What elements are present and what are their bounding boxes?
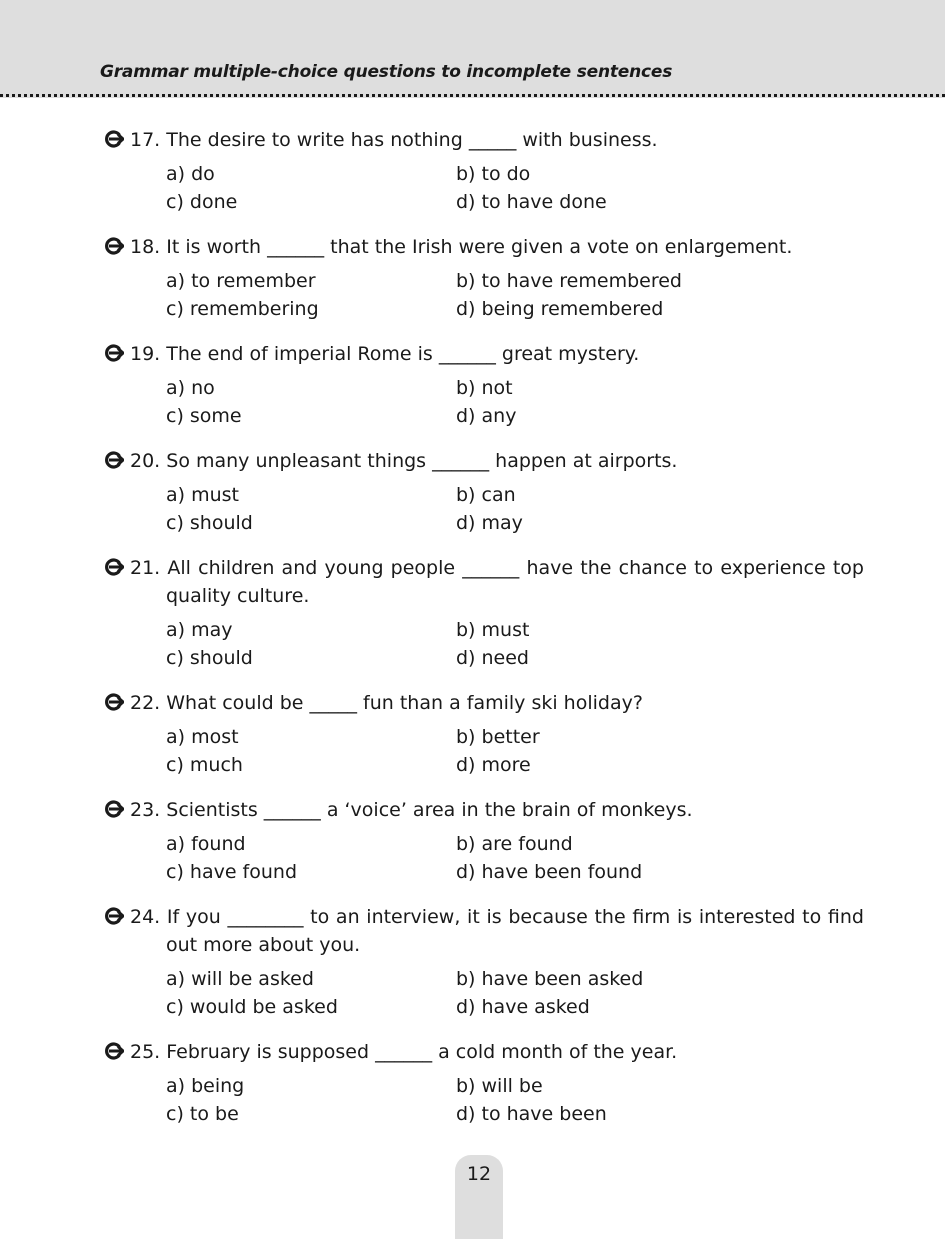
option-b: b) can xyxy=(456,484,516,506)
question-text: The end of imperial Rome is ______ great mystery. xyxy=(166,343,640,365)
option-c: c) much xyxy=(166,754,243,776)
option-c: c) some xyxy=(166,405,242,427)
option-b: b) will be xyxy=(456,1075,543,1097)
option-b: b) are found xyxy=(456,833,573,855)
page-number: 12 xyxy=(466,1163,492,1185)
question-stem xyxy=(104,233,864,261)
options-grid xyxy=(166,160,864,216)
options-grid xyxy=(166,374,864,430)
option-c: c) have found xyxy=(166,861,298,883)
question-stem xyxy=(104,903,864,959)
option-a: a) found xyxy=(166,833,246,855)
question-stem xyxy=(104,796,864,824)
option-a: a) being xyxy=(166,1075,245,1097)
question-text: Scientists ______ a ‘voice’ area in the brain of monkeys. xyxy=(166,799,693,821)
option-c: c) should xyxy=(166,647,253,669)
option-c: c) done xyxy=(166,191,238,213)
question-number: 24. xyxy=(130,906,161,928)
question-21 xyxy=(104,554,864,672)
option-b: b) better xyxy=(456,726,540,748)
options-grid xyxy=(166,1072,864,1128)
options-grid xyxy=(166,616,864,672)
option-d: d) to have done xyxy=(456,191,607,213)
question-stem xyxy=(104,689,864,717)
question-24 xyxy=(104,903,864,1021)
option-a: a) most xyxy=(166,726,239,748)
option-a: a) will be asked xyxy=(166,968,314,990)
option-c: c) would be asked xyxy=(166,996,338,1018)
arrow-bullet-icon xyxy=(104,906,124,926)
question-stem xyxy=(104,126,864,154)
arrow-bullet-icon xyxy=(104,236,124,256)
question-25 xyxy=(104,1038,864,1128)
option-d: d) may xyxy=(456,512,523,534)
options-grid xyxy=(166,481,864,537)
question-number: 21. xyxy=(130,557,161,579)
question-17 xyxy=(104,126,864,216)
option-d: d) any xyxy=(456,405,517,427)
option-d: d) to have been xyxy=(456,1103,607,1125)
option-c: c) remembering xyxy=(166,298,319,320)
question-number: 25. xyxy=(130,1041,161,1063)
question-stem xyxy=(104,554,864,610)
arrow-bullet-icon xyxy=(104,692,124,712)
question-text: So many unpleasant things ______ happen at airports. xyxy=(166,450,678,472)
question-stem xyxy=(104,340,864,368)
option-d: d) have been found xyxy=(456,861,643,883)
question-text: If you ________ to an interview, it is because the firm is interested to find out more about you. xyxy=(166,906,864,956)
question-number: 19. xyxy=(130,343,161,365)
arrow-bullet-icon xyxy=(104,799,124,819)
arrow-bullet-icon xyxy=(104,557,124,577)
options-grid xyxy=(166,267,864,323)
option-b: b) not xyxy=(456,377,513,399)
option-d: d) need xyxy=(456,647,529,669)
header-band xyxy=(0,0,945,98)
option-b: b) have been asked xyxy=(456,968,644,990)
question-stem xyxy=(104,1038,864,1066)
option-d: d) more xyxy=(456,754,531,776)
option-a: a) do xyxy=(166,163,215,185)
question-number: 18. xyxy=(130,236,161,258)
option-c: c) should xyxy=(166,512,253,534)
question-text: February is supposed ______ a cold month of the year. xyxy=(166,1041,678,1063)
option-a: a) no xyxy=(166,377,215,399)
option-a: a) to remember xyxy=(166,270,316,292)
question-number: 20. xyxy=(130,450,161,472)
dotted-divider xyxy=(0,94,945,97)
question-18 xyxy=(104,233,864,323)
question-stem xyxy=(104,447,864,475)
option-a: a) must xyxy=(166,484,239,506)
arrow-bullet-icon xyxy=(104,1041,124,1061)
option-b: b) to have remembered xyxy=(456,270,682,292)
question-text: What could be _____ fun than a family ski holiday? xyxy=(166,692,643,714)
question-text: It is worth ______ that the Irish were given a vote on enlargement. xyxy=(166,236,793,258)
option-d: d) being remembered xyxy=(456,298,664,320)
options-grid xyxy=(166,965,864,1021)
question-number: 23. xyxy=(130,799,161,821)
question-20 xyxy=(104,447,864,537)
options-grid xyxy=(166,723,864,779)
option-d: d) have asked xyxy=(456,996,590,1018)
question-22 xyxy=(104,689,864,779)
option-a: a) may xyxy=(166,619,233,641)
question-text: The desire to write has nothing _____ with business. xyxy=(166,129,658,151)
options-grid xyxy=(166,830,864,886)
arrow-bullet-icon xyxy=(104,450,124,470)
option-b: b) must xyxy=(456,619,530,641)
arrow-bullet-icon xyxy=(104,129,124,149)
question-19 xyxy=(104,340,864,430)
option-b: b) to do xyxy=(456,163,531,185)
question-number: 17. xyxy=(130,129,161,151)
question-number: 22. xyxy=(130,692,161,714)
question-23 xyxy=(104,796,864,886)
page-title: Grammar multiple-choice questions to incomplete sentences xyxy=(100,62,673,82)
option-c: c) to be xyxy=(166,1103,239,1125)
page-number-tab xyxy=(455,1155,503,1239)
question-text: All children and young people ______ have the chance to experience top quality culture. xyxy=(166,557,864,607)
arrow-bullet-icon xyxy=(104,343,124,363)
